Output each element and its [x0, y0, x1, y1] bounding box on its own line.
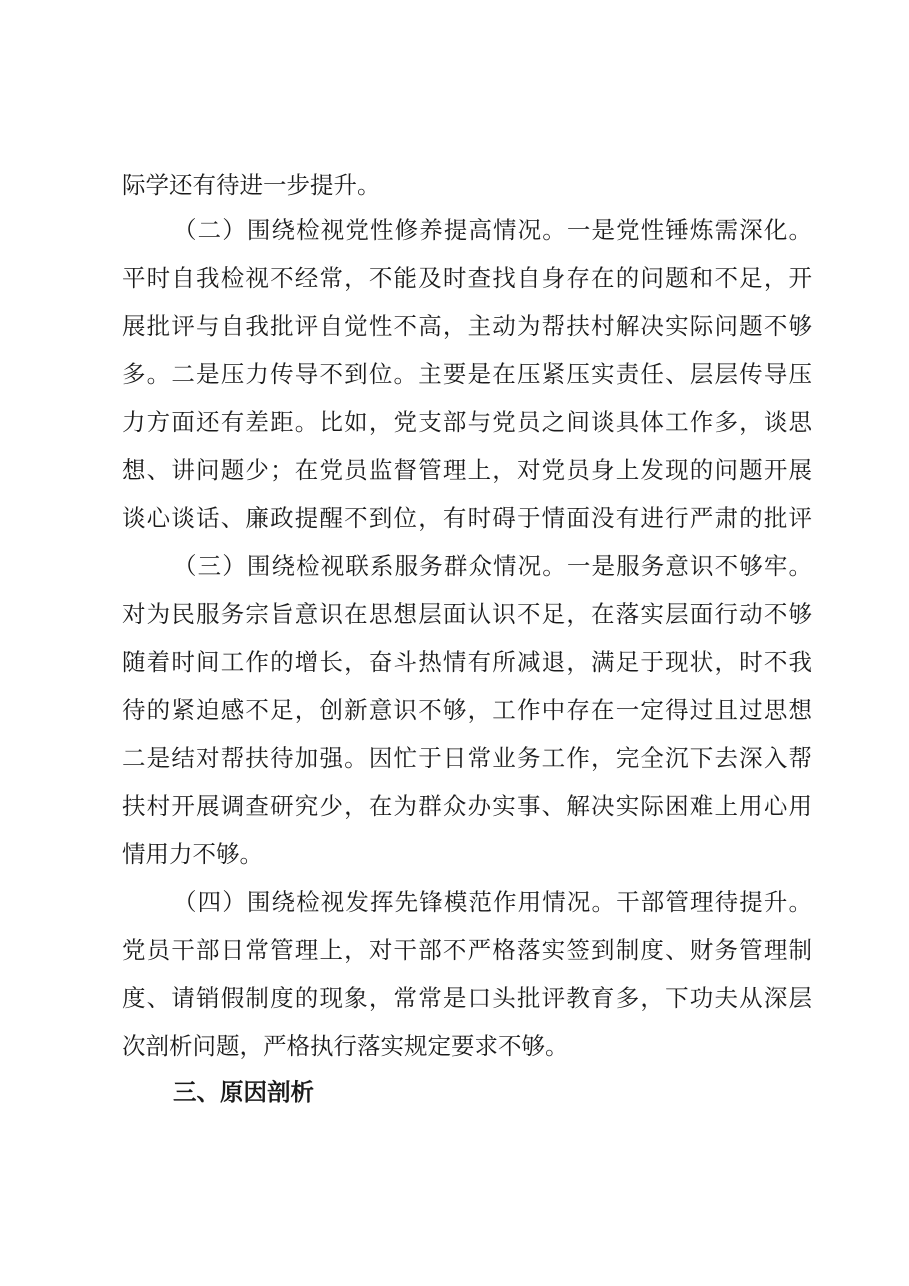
paragraph-line: 力方面还有差距。比如，党支部与党员之间谈具体工作多，谈思 — [122, 408, 812, 436]
paragraph-line: 待的紧迫感不足，创新意识不够，工作中存在一定得过且过思想 — [122, 696, 812, 724]
paragraph-line: 党员干部日常管理上，对干部不严格落实签到制度、财务管理制 — [122, 936, 812, 964]
paragraph-line: 平时自我检视不经常，不能及时查找自身存在的问题和不足，开 — [122, 264, 812, 292]
paragraph-line: 多。二是压力传导不到位。主要是在压紧压实责任、层层传导压 — [122, 360, 812, 388]
paragraph-line: （二）围绕检视党性修养提高情况。一是党性锤炼需深化。 — [173, 216, 812, 244]
paragraph-line: 际学还有待进一步提升。 — [122, 171, 381, 199]
paragraph-line: 二是结对帮扶待加强。因忙于日常业务工作，完全沉下去深入帮 — [122, 744, 812, 772]
paragraph-line: 想、讲问题少；在党员监督管理上，对党员身上发现的问题开展 — [122, 456, 812, 484]
paragraph-line: （四）围绕检视发挥先锋模范作用情况。干部管理待提升。 — [173, 888, 812, 916]
paragraph-line: 对为民服务宗旨意识在思想层面认识不足，在落实层面行动不够 — [122, 600, 812, 628]
paragraph-line: 谈心谈话、廉政提醒不到位，有时碍于情面没有进行严肃的批评 — [122, 504, 812, 532]
paragraph-line: 展批评与自我批评自觉性不高，主动为帮扶村解决实际问题不够 — [122, 312, 812, 340]
paragraph-line: （三）围绕检视联系服务群众情况。一是服务意识不够牢。 — [173, 552, 812, 580]
paragraph-line: 扶村开展调查研究少，在为群众办实事、解决实际困难上用心用 — [122, 792, 812, 820]
paragraph-line: 次剖析问题，严格执行落实规定要求不够。 — [122, 1032, 569, 1060]
paragraph-line: 随着时间工作的增长，奋斗热情有所减退，满足于现状，时不我 — [122, 648, 812, 676]
section-heading: 三、原因剖析 — [173, 1078, 314, 1106]
paragraph-line: 度、请销假制度的现象，常常是口头批评教育多，下功夫从深层 — [122, 984, 812, 1012]
paragraph-line: 情用力不够。 — [122, 840, 263, 868]
